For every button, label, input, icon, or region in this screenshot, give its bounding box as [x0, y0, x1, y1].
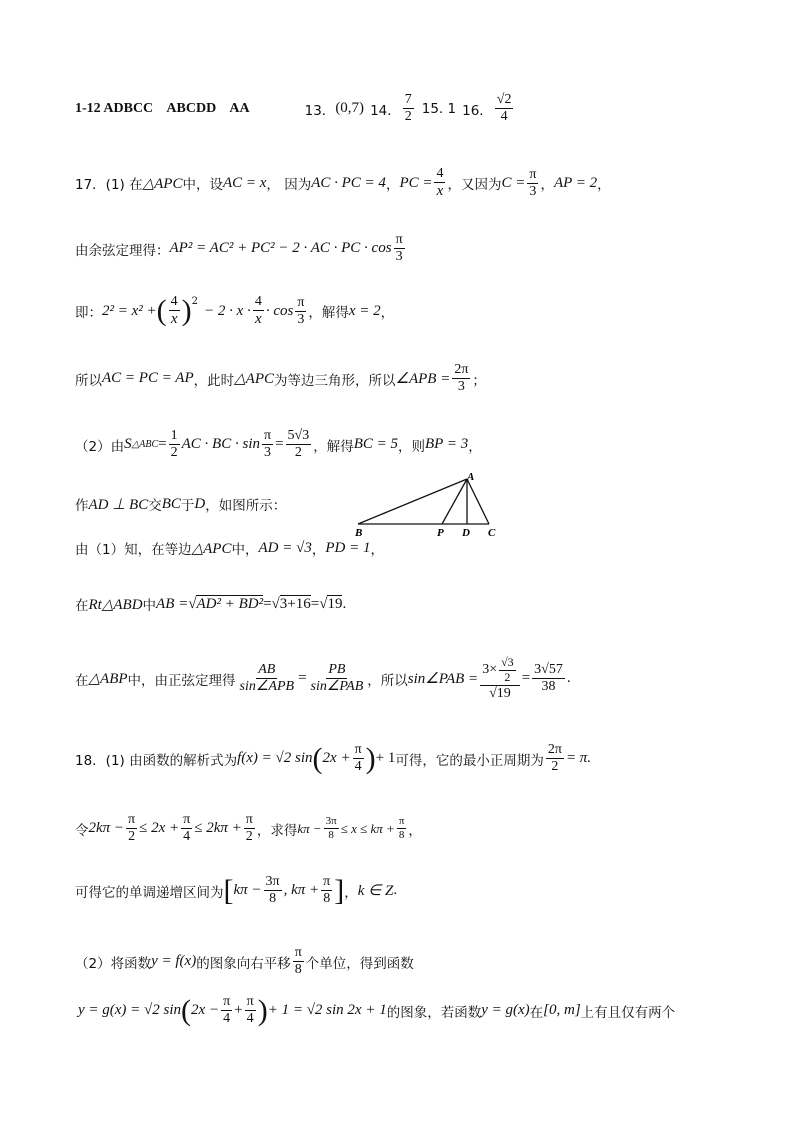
p18-line-3: 可得它的单调递增区间为 [ kπ − $\frac{3\pi}{8}$ , kπ + $\frac{\pi}{8}$ ] ， k ∈ Z .: [75, 873, 398, 907]
q14-answer: $\frac{7}{2}$: [404, 92, 412, 125]
p17-line-5: （2）由 S △ABC = $\frac{1}{2}$ AC · BC · sin $\frac{\pi}{3}$ = $\frac{5√3}{2}$ ，解得 BC = 5 ，则 BP = 3 ，: [75, 428, 482, 461]
p17-line-8: 在 Rt△ABD 中 AB = √ AD² + BD² = √ 3+16 = √ 19 .: [75, 595, 347, 614]
q13-answer: (0,7): [335, 100, 365, 117]
label-D: D: [462, 527, 470, 539]
answer-line: 1-12 ADBCC ABCDD AA 13． (0,7) 14． $\frac{7}{2}$ 15. 1 16． $\frac{√2}{4}$: [75, 92, 512, 125]
p17-line-9: 在 △ABP 中，由正弦定理得 $\frac{AB}{\text{sin∠APB}}$ = $\frac{PB}{\text{sin∠PAB}}$ ，所以 sin∠PAB = 3× $\frac{√3}{2}$ √19 = $\frac{3√57}{38}$ .: [75, 655, 571, 701]
label-P: P: [437, 527, 444, 539]
p17-line-2: 由余弦定理得： AP² = AC² + PC² − 2 · AC · PC · cos $\frac{\pi}{3}$: [75, 232, 403, 265]
triangle-figure: [352, 472, 502, 542]
p18-line-5: y = g(x) = √2 sin ( 2x − $\frac{\pi}{4}$ + $\frac{\pi}{4}$ ) + 1 = √2 sin 2x + 1 的图象，若函数 y = g(x) 在 [0, m] 上有且仅有两个: [78, 993, 676, 1027]
label-A: A: [467, 472, 475, 483]
mc-answers: 1-12 ADBCC ABCDD AA: [75, 100, 250, 116]
label-B: B: [355, 527, 363, 539]
p17-line-1: 17．(1) 在 △APC 中，设 AC = x ， 因为 AC · PC = 4 ， PC = $\frac{4}{x}$ ，又因为 C = $\frac{\pi}{3}$ ， AP = 2 ，: [75, 166, 611, 200]
p17-line-7: 由（1）知，在等边 △APC 中， AD = √3 ， PD = 1 ，: [75, 539, 384, 558]
label-C: C: [488, 527, 496, 539]
q16-answer: $\frac{√2}{4}$: [496, 92, 512, 125]
p17-line-4: 所以 AC = PC = AP ，此时 △APC 为等边三角形，所以 ∠APB = $\frac{2\pi}{3}$ ；: [75, 362, 486, 395]
p18-line-1: 18．(1) 由函数的解析式为 f(x) = √2 sin ( 2x + $\frac{\pi}{4}$ ) + 1 可得，它的最小正周期为 $\frac{2\pi}{2}$ = π.: [75, 741, 592, 775]
p18-line-4: （2）将函数 y = f(x) 的图象向右平移 $\frac{\pi}{8}$ 个单位，得到函数: [75, 945, 414, 978]
p18-line-2: 令 2kπ − $\frac{\pi}{2}$ ≤ 2x + $\frac{\pi}{4}$ ≤ 2kπ + $\frac{\pi}{2}$ ，求得 kπ − $\frac{3\pi}{8}$ ≤ x ≤ kπ + $\frac{\pi}{8}$ ，: [75, 812, 422, 845]
p17-line-6: 作 AD ⊥ BC 交 BC 于 D ，如图所示：: [75, 495, 287, 514]
q15-answer: 15. 1: [421, 100, 457, 117]
p17-line-3: 即： 2² = x² + ( $\frac{4}{x}$ ) 2 − 2 · x · $\frac{4}{x}$ · cos $\frac{\pi}{3}$ ，解得 x = 2 ，: [75, 294, 395, 328]
